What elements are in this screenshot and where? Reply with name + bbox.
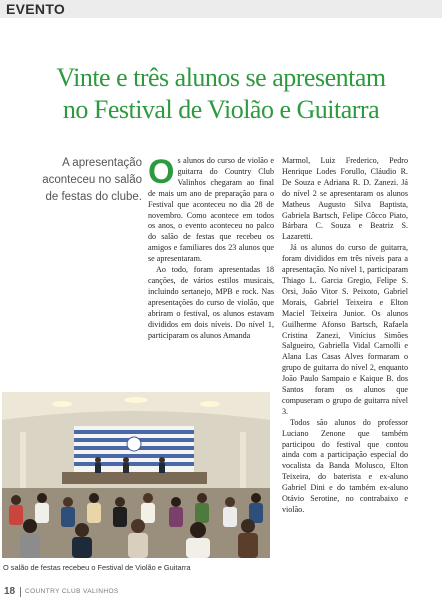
headline-line-1: Vinte e três alunos se apresentam <box>56 63 386 92</box>
publication-name: COUNTRY CLUB VALINHOS <box>25 588 119 595</box>
article-column-1 <box>148 153 274 341</box>
article-paragraph: Ao todo, foram apresentadas 18 canções, de vários estilos musicais, incluindo sertanejo, MPB e rock. Nas apresentações do curso de violão, que abriram o festival, os alunos estavam divididos em dois níveis. Do nível 1, participaram os alunos Amanda <box>148 265 274 340</box>
pull-quote-line-2: aconteceu no salão <box>42 174 142 186</box>
ceiling-light <box>124 397 148 403</box>
article-column-2 <box>282 156 408 516</box>
article-paragraph: Todos são alunos do professor Luciano Zenone que também participou do festival que contou ainda com a participação especial do vocalista da Banda Molusco, Elton Teixeira, do baterista e ex-aluno Gabriel Dini e do também ex-aluno Otávio Serotine, no contrabaixo e violão. <box>282 417 408 514</box>
headline <box>0 62 442 126</box>
article-paragraph-text: s alunos do curso de violão e guitarra do Country Club Valinhos chegaram ao final de mais um ano de preparação para o Festival que aconteceu no dia 28 de novembro. Como acontece em todos os anos, o evento aconteceu no palco do salão de festas que recebeu os amigos e familiares dos 23 alunos que se apresentaram. <box>148 156 274 264</box>
ceiling-light <box>52 401 72 407</box>
club-emblem <box>127 437 141 451</box>
page-number: 18 <box>4 586 16 597</box>
footer-divider <box>20 587 21 597</box>
photo-caption: O salão de festas recebeu o Festival de Violão e Guitarra <box>3 563 191 572</box>
event-photo <box>2 392 270 558</box>
article-paragraph <box>148 153 274 265</box>
concert-hall-illustration <box>2 392 270 558</box>
pull-quote <box>10 155 142 206</box>
drop-cap: O <box>148 153 175 191</box>
ceiling-light <box>200 401 220 407</box>
article-paragraph: Marmol, Luiz Frederico, Pedro Henrique Lodes Forullo, Cláudio R. De Souza e Adriana R. D. Zanezi. Já do nível 2 se apresentaram os alunos Matheus Augusto Silva Baptista, Gabriela Bartsch, Felipe Côcco Piato, Bárbara C. Souza e Beatriz S. Lazaretti. <box>282 156 408 242</box>
section-label: EVENTO <box>6 1 66 17</box>
stage-floor <box>62 472 207 484</box>
page-footer <box>0 585 442 600</box>
pull-quote-line-1: A apresentação <box>62 157 142 169</box>
headline-line-2: no Festival de Violão e Guitarra <box>62 95 380 124</box>
pull-quote-line-3: de festas do clube. <box>45 191 142 203</box>
article-paragraph: Já os alunos do curso de guitarra, foram divididos em três níveis para a apresentação. No nível 1, participaram Thiago L. Garcia Gregio, Felipe S. Orsi, João Vitor S. Peixoto, Gabriel Morais, Gabriel Teixeira e Elton Maciel Teixeira Junior. Os alunos Guilherme Afonso Bartsch, Rafaela Cristina Zanezi, Vinícius Simões Salgueiro, Gabriella Vidal Carnolli e Alana Las Casas Alves formaram o grupo de guitarra do nível 2, enquanto João Paulo Sampaio e Kaique B. dos Santos foram os alunos que compuseram o grupo de guitarra nível 3. <box>282 243 408 416</box>
section-bar <box>0 0 442 18</box>
